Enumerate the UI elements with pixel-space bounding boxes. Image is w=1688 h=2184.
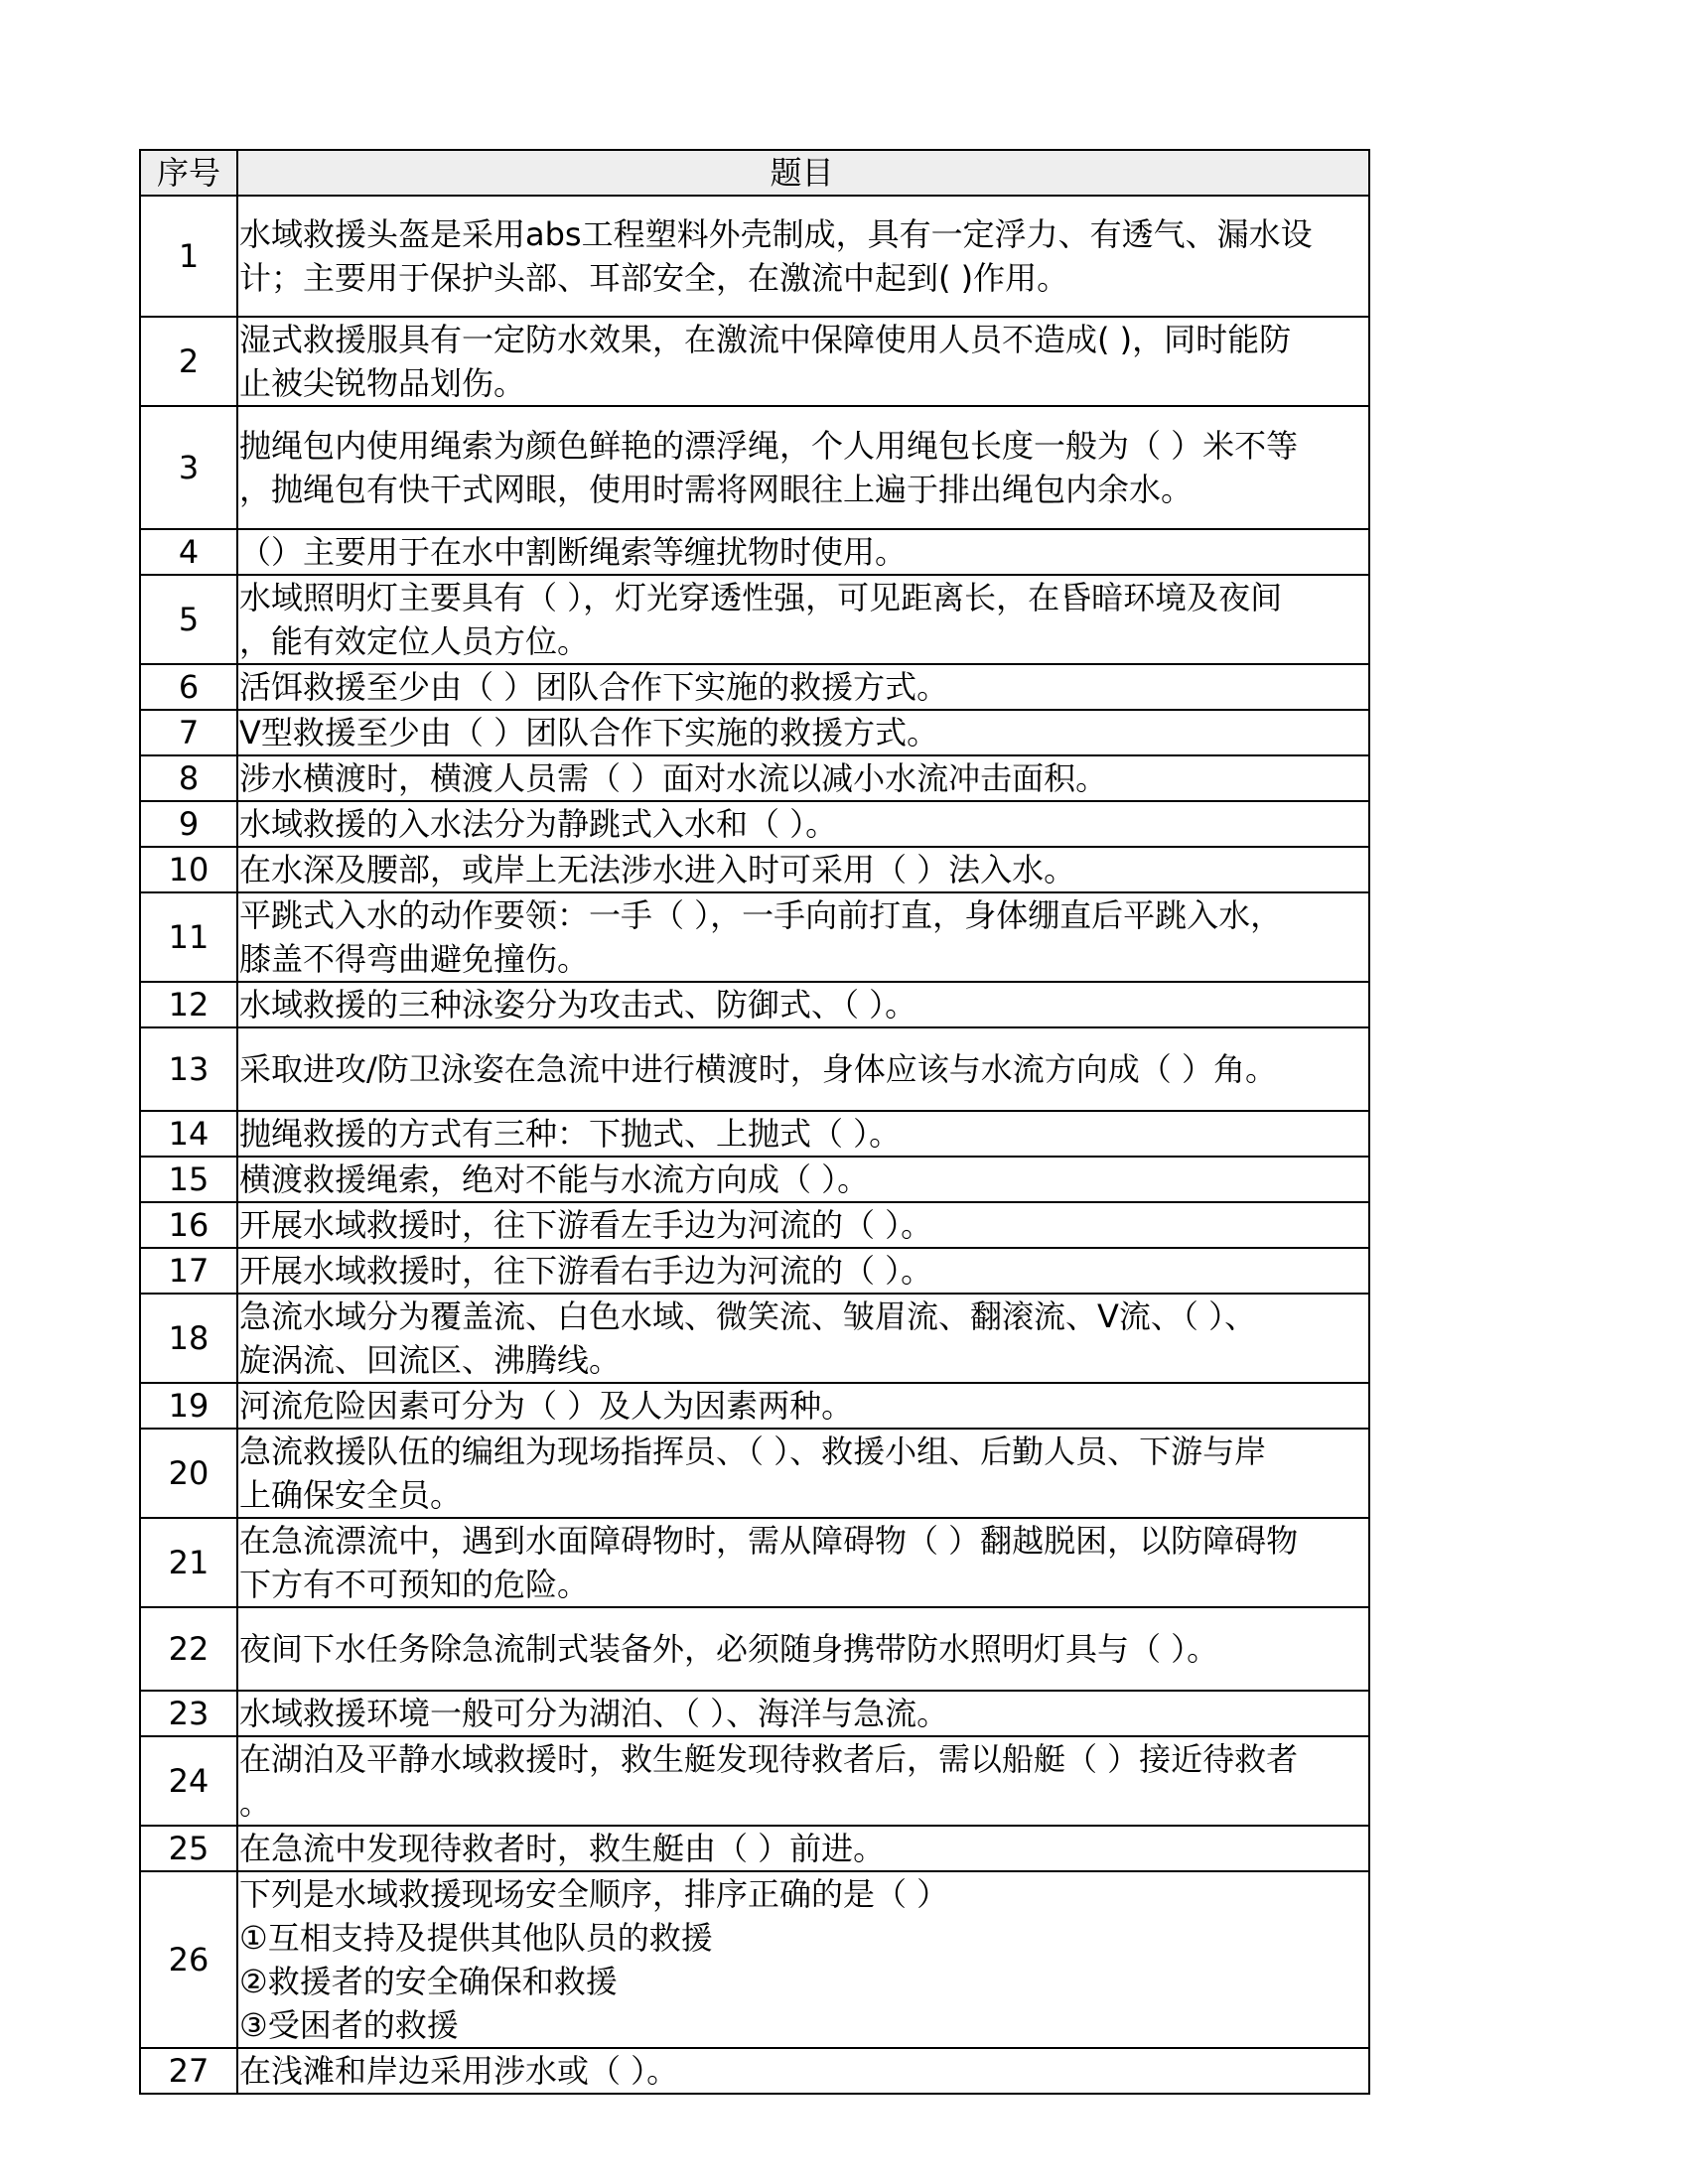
question-text bbox=[237, 1294, 1369, 1383]
header-question: 题目 bbox=[237, 150, 1369, 196]
question-text bbox=[237, 1736, 1369, 1826]
question-text bbox=[237, 664, 1369, 710]
question-text bbox=[237, 1111, 1369, 1157]
table-row bbox=[140, 1429, 1369, 1518]
table-row bbox=[140, 982, 1369, 1027]
question-line: 抛绳救援的方式有三种：下抛式、上抛式（ ）。 bbox=[239, 1115, 902, 1153]
question-line: 急流救援队伍的编组为现场指挥员、（ ）、救援小组、后勤人员、下游与岸 bbox=[239, 1433, 1267, 1470]
table-row bbox=[140, 1027, 1369, 1111]
question-line: 开展水域救援时，往下游看右手边为河流的（ ）。 bbox=[239, 1252, 933, 1290]
row-number: 10 bbox=[140, 847, 237, 892]
question-line: 计；主要用于保护头部、耳部安全，在激流中起到( )作用。 bbox=[239, 259, 1069, 297]
question-text bbox=[237, 1607, 1369, 1691]
question-line: ，抛绳包有快干式网眼，使用时需将网眼往上遍于排出绳包内余水。 bbox=[239, 471, 1194, 508]
table-row bbox=[140, 755, 1369, 801]
row-number: 7 bbox=[140, 710, 237, 755]
question-line: 涉水横渡时，横渡人员需（ ）面对水流以减小水流冲击面积。 bbox=[239, 759, 1108, 797]
table-header-row bbox=[140, 150, 1369, 196]
table-row bbox=[140, 1383, 1369, 1429]
question-line: ，能有效定位人员方位。 bbox=[239, 622, 590, 660]
table-row bbox=[140, 1248, 1369, 1294]
question-line: 膝盖不得弯曲避免撞伤。 bbox=[239, 940, 590, 978]
row-number: 21 bbox=[140, 1518, 237, 1607]
question-line: ①互相支持及提供其他队员的救援 bbox=[239, 1919, 713, 1957]
question-line: 横渡救援绳索，绝对不能与水流方向成（ ）。 bbox=[239, 1160, 870, 1198]
row-number: 14 bbox=[140, 1111, 237, 1157]
table-row bbox=[140, 847, 1369, 892]
question-line: 在水深及腰部，或岸上无法涉水进入时可采用（ ）法入水。 bbox=[239, 851, 1076, 888]
row-number: 12 bbox=[140, 982, 237, 1027]
question-text bbox=[237, 406, 1369, 529]
table-row bbox=[140, 317, 1369, 406]
question-line: 水域救援的三种泳姿分为攻击式、防御式、（ ）。 bbox=[239, 986, 917, 1024]
row-number: 26 bbox=[140, 1871, 237, 2048]
row-number: 27 bbox=[140, 2048, 237, 2094]
table-row bbox=[140, 1518, 1369, 1607]
question-line: 水域救援环境一般可分为湖泊、（ ）、海洋与急流。 bbox=[239, 1695, 949, 1732]
question-line: 。 bbox=[239, 1784, 272, 1822]
question-line: （）主要用于在水中割断绳索等缠扰物时使用。 bbox=[239, 533, 908, 571]
row-number: 2 bbox=[140, 317, 237, 406]
question-text bbox=[237, 1826, 1369, 1871]
row-number: 1 bbox=[140, 196, 237, 317]
question-line: 止被尖锐物品划伤。 bbox=[239, 364, 526, 402]
question-text bbox=[237, 575, 1369, 664]
row-number: 18 bbox=[140, 1294, 237, 1383]
table-row bbox=[140, 1294, 1369, 1383]
question-text bbox=[237, 801, 1369, 847]
question-text bbox=[237, 1383, 1369, 1429]
row-number: 16 bbox=[140, 1202, 237, 1248]
row-number: 4 bbox=[140, 529, 237, 575]
question-text bbox=[237, 1202, 1369, 1248]
row-number: 13 bbox=[140, 1027, 237, 1111]
question-text bbox=[237, 892, 1369, 982]
question-line: ③受困者的救援 bbox=[239, 2006, 459, 2044]
table-row bbox=[140, 529, 1369, 575]
table-row bbox=[140, 801, 1369, 847]
table-row bbox=[140, 1202, 1369, 1248]
question-line: 水域救援头盔是采用abs工程塑料外壳制成，具有一定浮力、有透气、漏水设 bbox=[239, 215, 1313, 253]
question-line: 平跳式入水的动作要领：一手（ ），一手向前打直，身体绷直后平跳入水， bbox=[239, 896, 1283, 934]
question-line: ②救援者的安全确保和救援 bbox=[239, 1963, 618, 2000]
question-line: 水域救援的入水法分为静跳式入水和（ ）。 bbox=[239, 805, 838, 843]
table-row bbox=[140, 1157, 1369, 1202]
question-line: 河流危险因素可分为（ ）及人为因素两种。 bbox=[239, 1387, 854, 1425]
question-text bbox=[237, 1518, 1369, 1607]
table-row bbox=[140, 1826, 1369, 1871]
row-number: 15 bbox=[140, 1157, 237, 1202]
question-text bbox=[237, 982, 1369, 1027]
row-number: 8 bbox=[140, 755, 237, 801]
question-table bbox=[139, 149, 1370, 2095]
table-row bbox=[140, 406, 1369, 529]
row-number: 23 bbox=[140, 1691, 237, 1736]
question-line: 抛绳包内使用绳索为颜色鲜艳的漂浮绳，个人用绳包长度一般为（ ）米不等 bbox=[239, 427, 1299, 465]
question-text bbox=[237, 710, 1369, 755]
question-line: 在湖泊及平静水域救援时，救生艇发现待救者后，需以船艇（ ）接近待救者 bbox=[239, 1740, 1299, 1778]
table-row bbox=[140, 196, 1369, 317]
question-line: 开展水域救援时，往下游看左手边为河流的（ ）。 bbox=[239, 1206, 933, 1244]
table-row bbox=[140, 2048, 1369, 2094]
question-text bbox=[237, 1248, 1369, 1294]
table-row bbox=[140, 1691, 1369, 1736]
question-line: 上确保安全员。 bbox=[239, 1476, 463, 1514]
row-number: 22 bbox=[140, 1607, 237, 1691]
row-number: 6 bbox=[140, 664, 237, 710]
question-text bbox=[237, 1691, 1369, 1736]
row-number: 5 bbox=[140, 575, 237, 664]
question-line: 急流水域分为覆盖流、白色水域、微笑流、皱眉流、翻滚流、V流、（ ）、 bbox=[239, 1297, 1257, 1335]
question-line: 下列是水域救援现场安全顺序，排序正确的是（ ） bbox=[239, 1875, 949, 1913]
question-text bbox=[237, 529, 1369, 575]
question-text bbox=[237, 847, 1369, 892]
table-row bbox=[140, 1607, 1369, 1691]
table-row bbox=[140, 1111, 1369, 1157]
row-number: 17 bbox=[140, 1248, 237, 1294]
question-text bbox=[237, 1157, 1369, 1202]
question-line: 湿式救援服具有一定防水效果，在激流中保障使用人员不造成( )，同时能防 bbox=[239, 321, 1292, 358]
row-number: 3 bbox=[140, 406, 237, 529]
table-row bbox=[140, 710, 1369, 755]
question-line: 活饵救援至少由（ ）团队合作下实施的救援方式。 bbox=[239, 668, 949, 706]
question-text bbox=[237, 1429, 1369, 1518]
row-number: 19 bbox=[140, 1383, 237, 1429]
question-line: 旋涡流、回流区、沸腾线。 bbox=[239, 1341, 622, 1379]
question-line: 夜间下水任务除急流制式装备外，必须随身携带防水照明灯具与（ ）。 bbox=[239, 1630, 1219, 1668]
row-number: 9 bbox=[140, 801, 237, 847]
header-num: 序号 bbox=[140, 150, 237, 196]
question-line: 在急流漂流中，遇到水面障碍物时，需从障碍物（ ）翻越脱困，以防障碍物 bbox=[239, 1522, 1299, 1560]
table-row bbox=[140, 1871, 1369, 2048]
question-text bbox=[237, 755, 1369, 801]
table-row bbox=[140, 892, 1369, 982]
question-line: 采取进攻/防卫泳姿在急流中进行横渡时，身体应该与水流方向成（ ）角。 bbox=[239, 1050, 1277, 1088]
table-row bbox=[140, 664, 1369, 710]
question-line: V型救援至少由（ ）团队合作下实施的救援方式。 bbox=[239, 714, 939, 751]
question-line: 下方有不可预知的危险。 bbox=[239, 1566, 590, 1603]
question-text bbox=[237, 317, 1369, 406]
row-number: 11 bbox=[140, 892, 237, 982]
question-text bbox=[237, 196, 1369, 317]
row-number: 25 bbox=[140, 1826, 237, 1871]
table-row bbox=[140, 575, 1369, 664]
row-number: 24 bbox=[140, 1736, 237, 1826]
question-line: 在浅滩和岸边采用涉水或（ ）。 bbox=[239, 2052, 679, 2090]
question-table-body bbox=[140, 150, 1369, 2094]
question-line: 在急流中发现待救者时，救生艇由（ ）前进。 bbox=[239, 1830, 886, 1867]
question-text bbox=[237, 1027, 1369, 1111]
question-line: 水域照明灯主要具有（ ），灯光穿透性强，可见距离长，在昏暗环境及夜间 bbox=[239, 579, 1283, 616]
row-number: 20 bbox=[140, 1429, 237, 1518]
question-text bbox=[237, 1871, 1369, 2048]
table-row bbox=[140, 1736, 1369, 1826]
question-text bbox=[237, 2048, 1369, 2094]
